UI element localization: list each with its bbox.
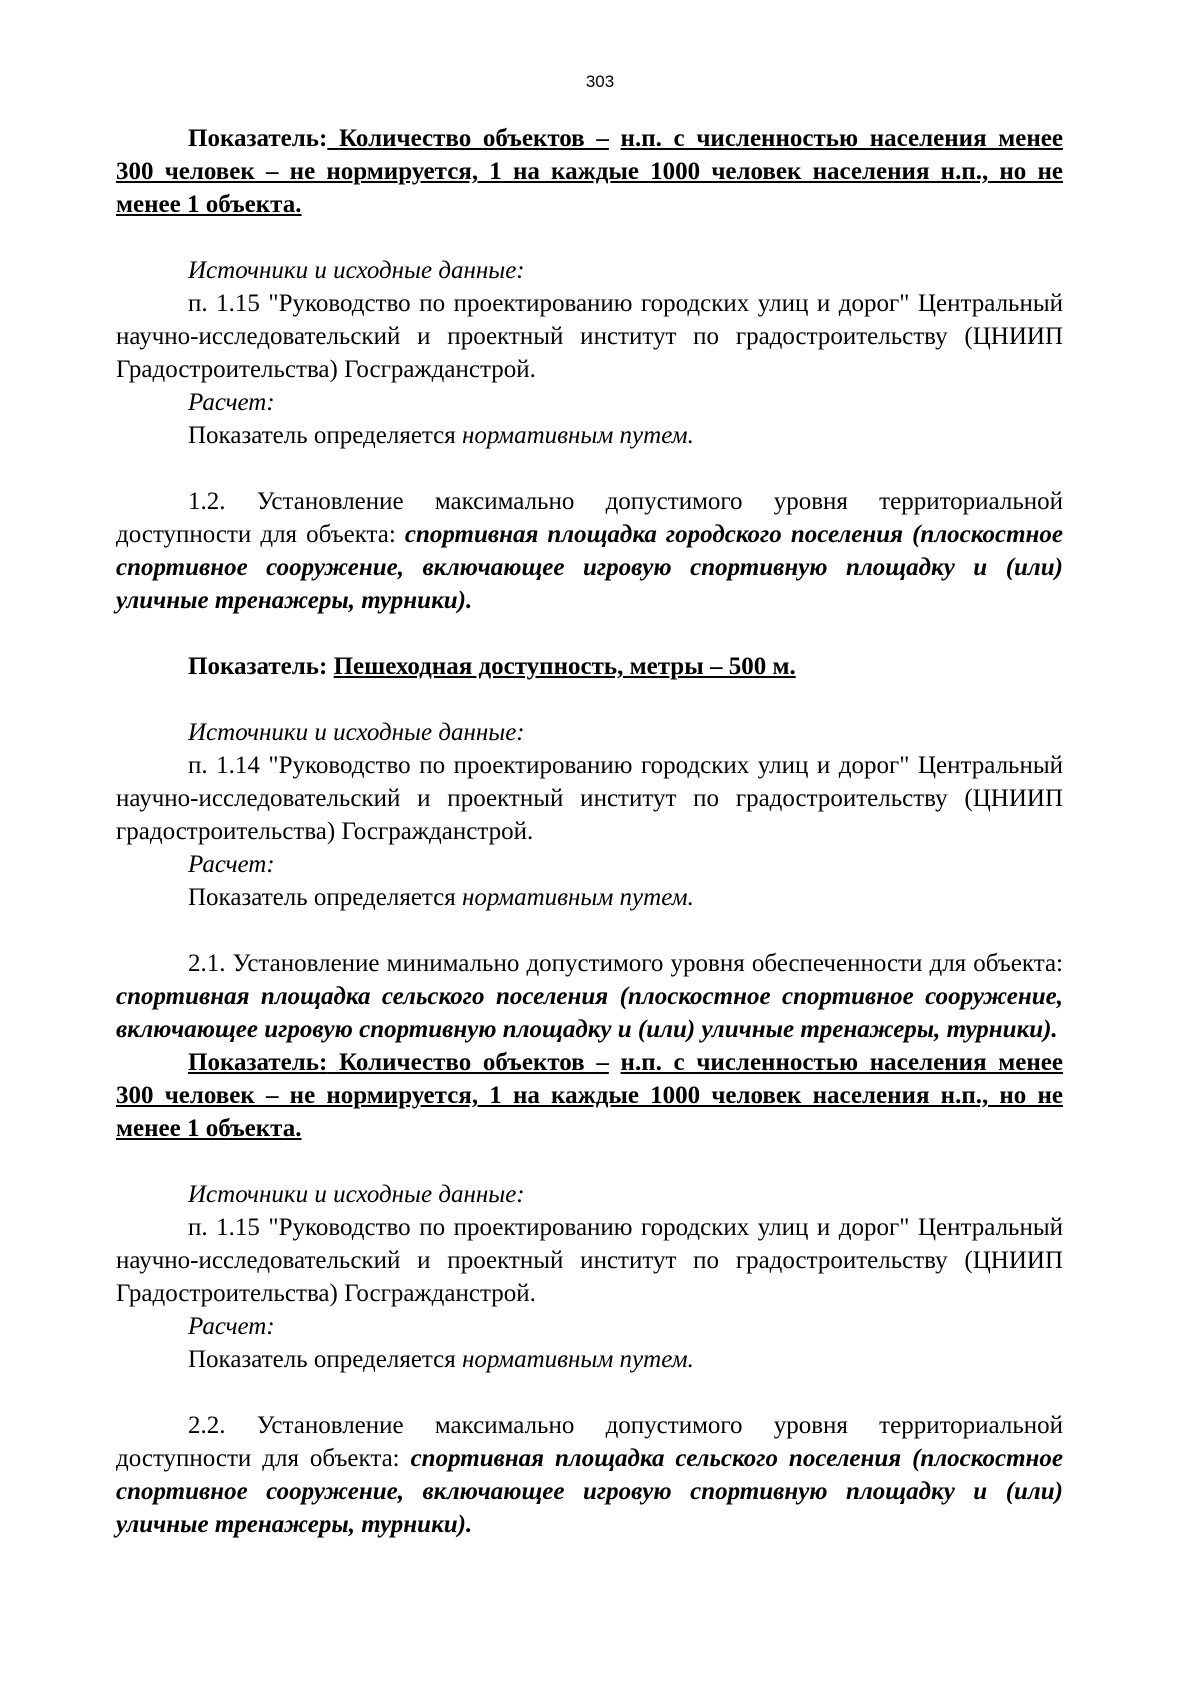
indicator-count-prefix: Количество объектов – xyxy=(339,125,609,152)
indicator-count-2: Показатель: Количество объектов – н.п. с численностью населения менее 300 человек – не нормируется, 1 на каждые 1000 человек населения н.п., но не менее 1 объекта. xyxy=(116,1049,1063,1142)
sources-label: Источники и исходные данные: xyxy=(188,257,525,284)
calc-text: Показатель определяется нормативным путем. xyxy=(188,884,694,911)
calc-text: Показатель определяется нормативным путем. xyxy=(188,1346,694,1373)
sources-label: Источники и исходные данные: xyxy=(188,719,525,746)
calc-label: Расчет: xyxy=(188,851,275,878)
section-2-2: 2.2. Установление максимально допустимого уровня территориальной доступности для объекта: спортивная площадка сельского поселения (плоскостное спортивное сооружение, включающее игровую спортивную площадку и (или) уличные тренажеры, турники). xyxy=(116,1412,1063,1538)
calc-label: Расчет: xyxy=(188,389,275,416)
calc-text: Показатель определяется нормативным путем. xyxy=(188,422,694,449)
page-number: 303 xyxy=(585,72,615,91)
indicator-count-1 xyxy=(116,122,1063,221)
calc-label: Расчет: xyxy=(188,1313,275,1340)
source-text: п. 1.15 "Руководство по проектированию городских улиц и дорог" Центральный научно-исследовательский и проектный институт по градостроительству (ЦНИИП Градостроительства) Госгражданстрой. xyxy=(116,290,1063,383)
indicator-label: Показатель: xyxy=(188,125,328,152)
indicator-walk: Показатель: Пешеходная доступность, метры – 500 м. xyxy=(188,653,796,680)
sources-label: Источники и исходные данные: xyxy=(188,1181,525,1208)
source-text: п. 1.15 "Руководство по проектированию городских улиц и дорог" Центральный научно-исследовательский и проектный институт по градостроительству (ЦНИИП Градостроительства) Госгражданстрой. xyxy=(116,1214,1063,1307)
section-1-2: 1.2. Установление максимально допустимого уровня территориальной доступности для объекта: спортивная площадка городского поселения (плоскостное спортивное сооружение, включающее игровую спортивную площадку и (или) уличные тренажеры, турники). xyxy=(116,488,1063,614)
section-2-1: 2.1. Установление минимально допустимого уровня обеспеченности для объекта: спортивная площадка сельского поселения (плоскостное спортивное сооружение, включающее игровую спортивную площадку и (или) уличные тренажеры, турники). xyxy=(116,950,1063,1043)
source-text: п. 1.14 "Руководство по проектированию городских улиц и дорог" Центральный научно-исследовательский и проектный институт по градостроительству (ЦНИИП градостроительства) Госгражданстрой. xyxy=(116,752,1063,845)
indicator-count-value: н.п. с численностью населения менее 300 человек – не нормируется, 1 на каждые 1000 человек населения н.п., но не менее 1 объекта. xyxy=(116,125,1063,218)
page-content xyxy=(116,122,1063,1541)
